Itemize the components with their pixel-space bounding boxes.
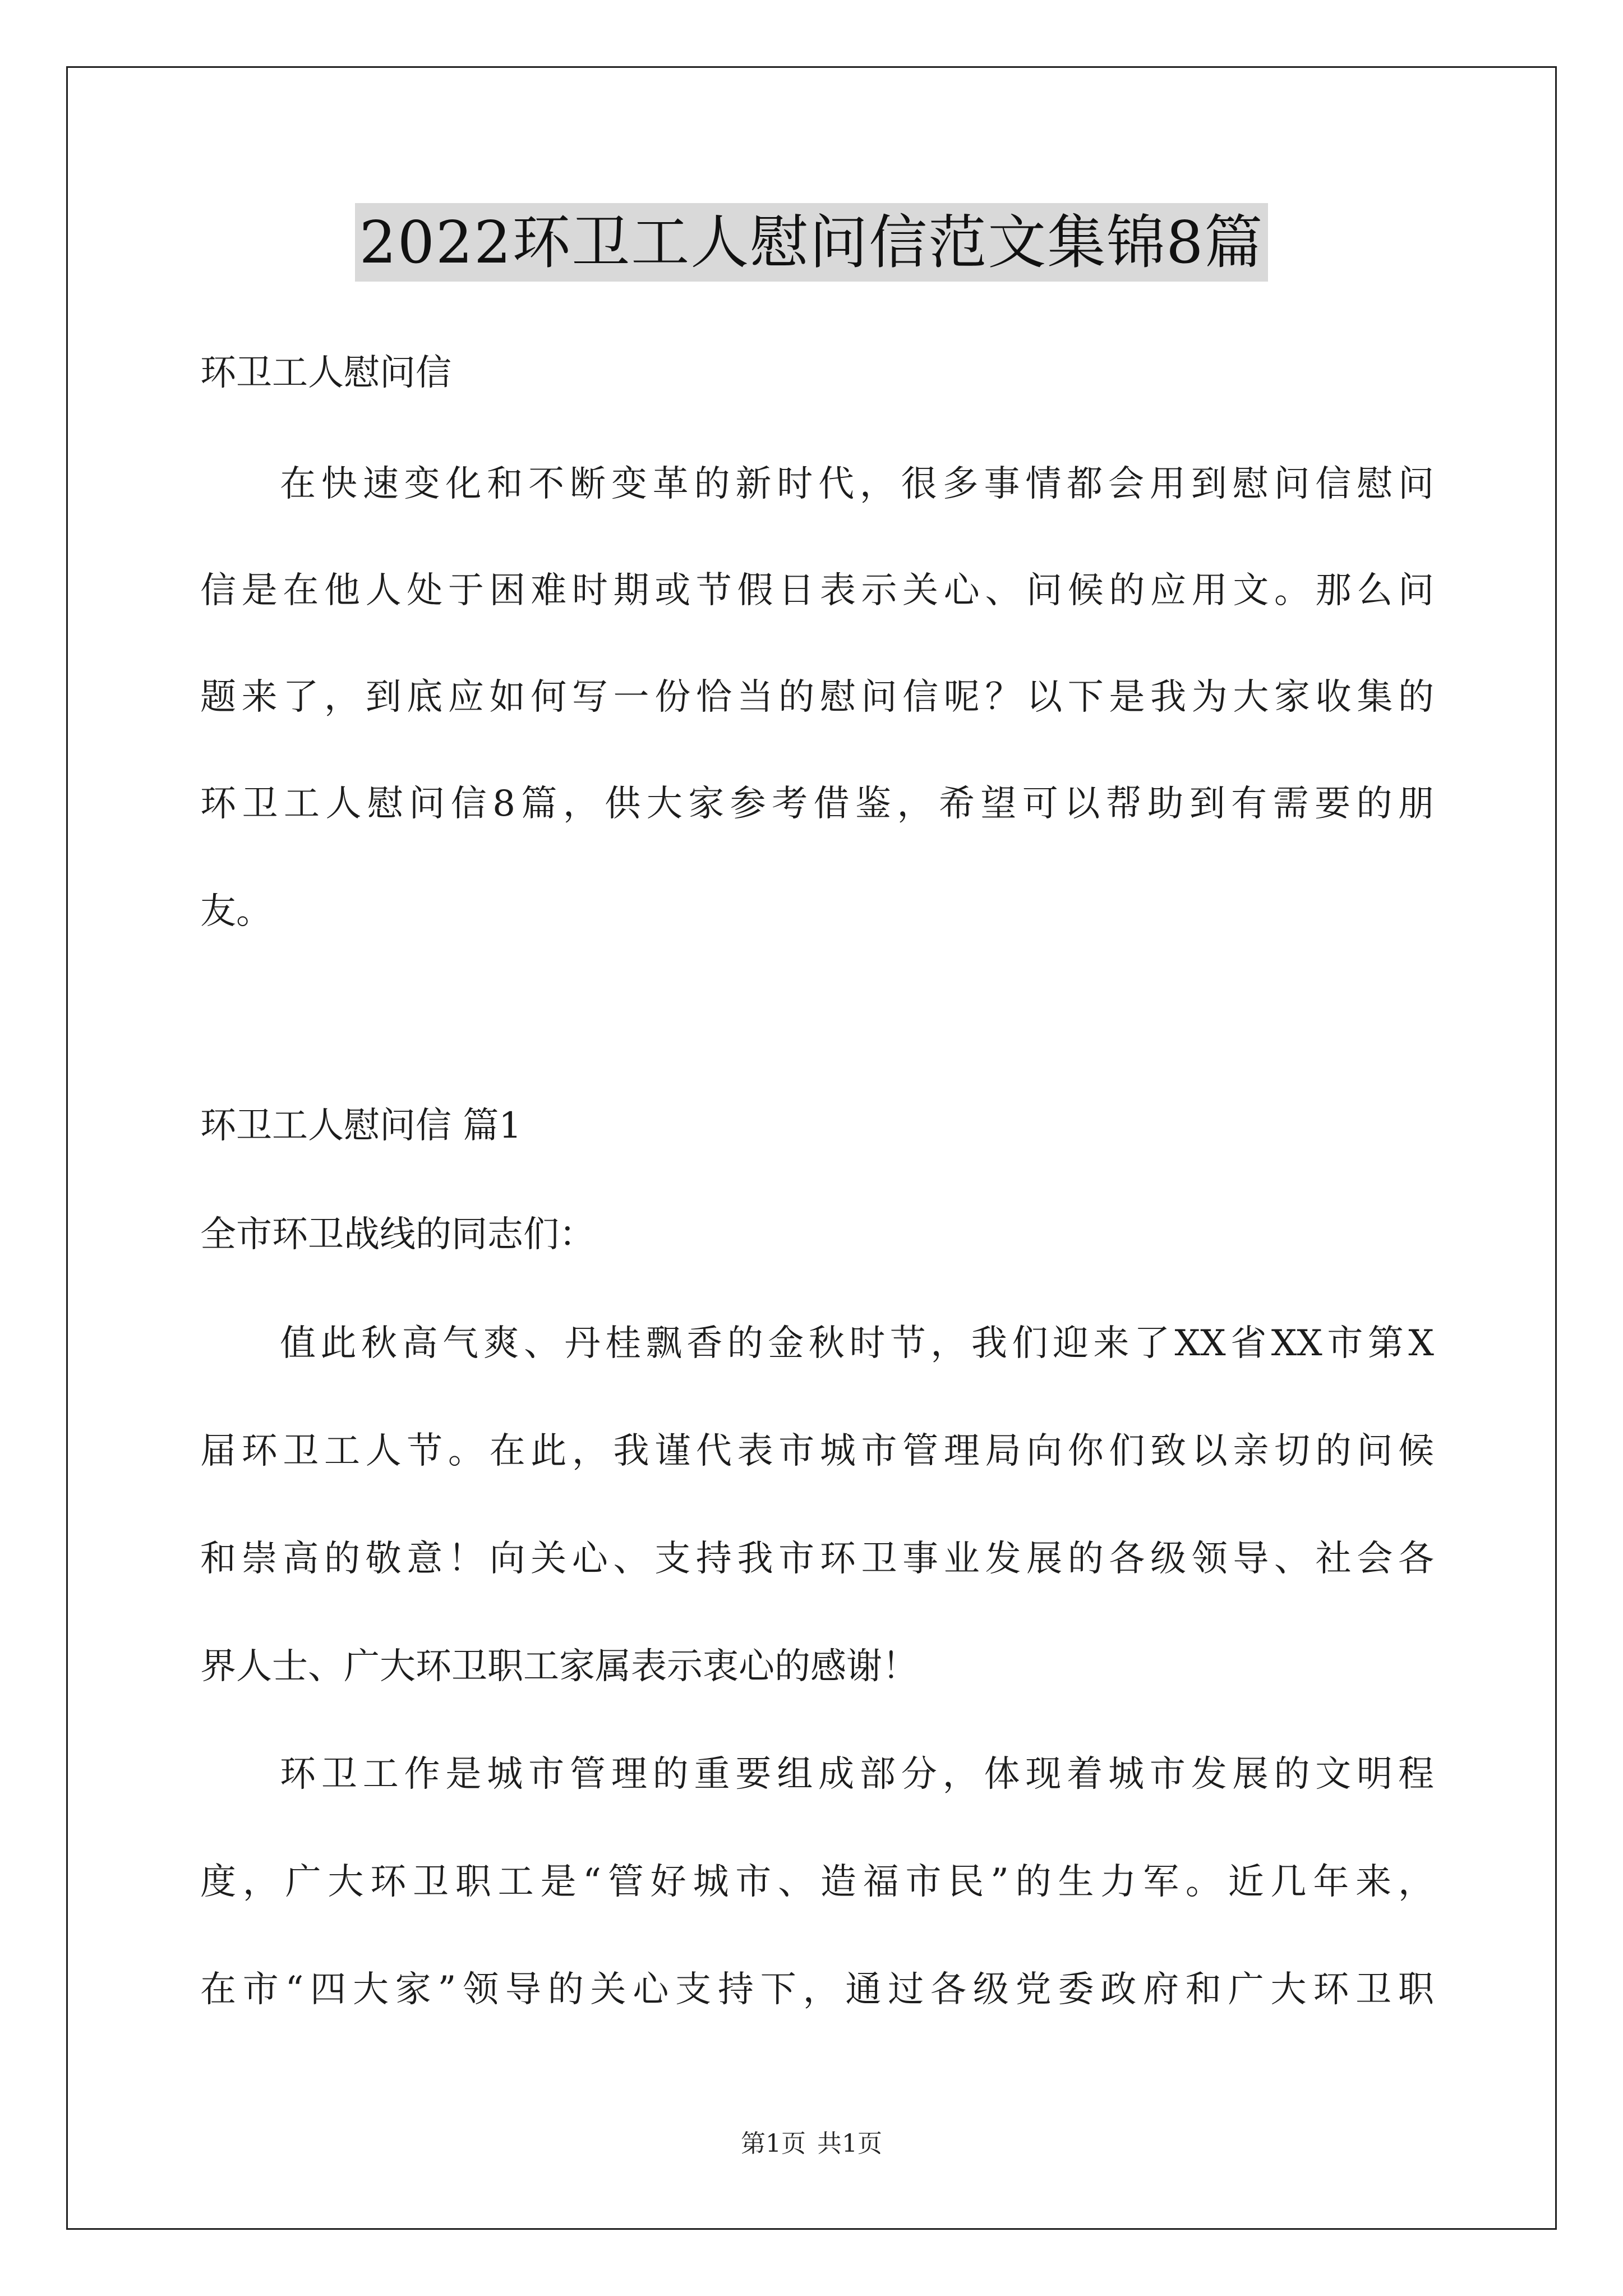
paragraph-line: 和崇高的敬意！向关心、支持我市环卫事业发展的各级领导、社会各	[200, 1538, 1434, 1580]
page-total: 共1页	[817, 2129, 882, 2158]
paragraph-line: 度，广大环卫职工是“管好城市、造福市民”的生力军。近几年来，	[200, 1861, 1434, 1903]
page-footer	[0, 2127, 1623, 2161]
section-heading: 环卫工人慰问信	[200, 352, 451, 394]
title-container	[0, 203, 1623, 282]
paragraph-line: 环卫工作是城市管理的重要组成部分，体现着城市发展的文明程	[280, 1754, 1434, 1795]
paragraph-line: 值此秋高气爽、丹桂飘香的金秋时节，我们迎来了XX省XX市第X	[280, 1323, 1434, 1364]
paragraph-line: 在快速变化和不断变革的新时代，很多事情都会用到慰问信慰问	[280, 463, 1434, 505]
paragraph-line: 环卫工人慰问信8篇，供大家参考借鉴，希望可以帮助到有需要的朋	[200, 783, 1434, 825]
paragraph-line: 在市“四大家”领导的关心支持下，通过各级党委政府和广大环卫职	[200, 1969, 1434, 2010]
paragraph-line: 届环卫工人节。在此，我谨代表市城市管理局向你们致以亲切的问候	[200, 1430, 1434, 1472]
paragraph-line: 界人士、广大环卫职工家属表示衷心的感谢！	[200, 1646, 918, 1687]
paragraph-line: 友。	[200, 891, 272, 932]
paragraph-line: 信是在他人处于困难时期或节假日表示关心、问候的应用文。那么问	[200, 570, 1434, 611]
document-title: 2022环卫工人慰问信范文集锦8篇	[355, 203, 1269, 282]
section-heading: 环卫工人慰问信 篇1	[200, 1105, 522, 1147]
salutation: 全市环卫战线的同志们：	[200, 1214, 595, 1255]
paragraph-line: 题来了，到底应如何写一份恰当的慰问信呢？以下是我为大家收集的	[200, 677, 1434, 718]
page-number: 第1页	[741, 2129, 806, 2158]
